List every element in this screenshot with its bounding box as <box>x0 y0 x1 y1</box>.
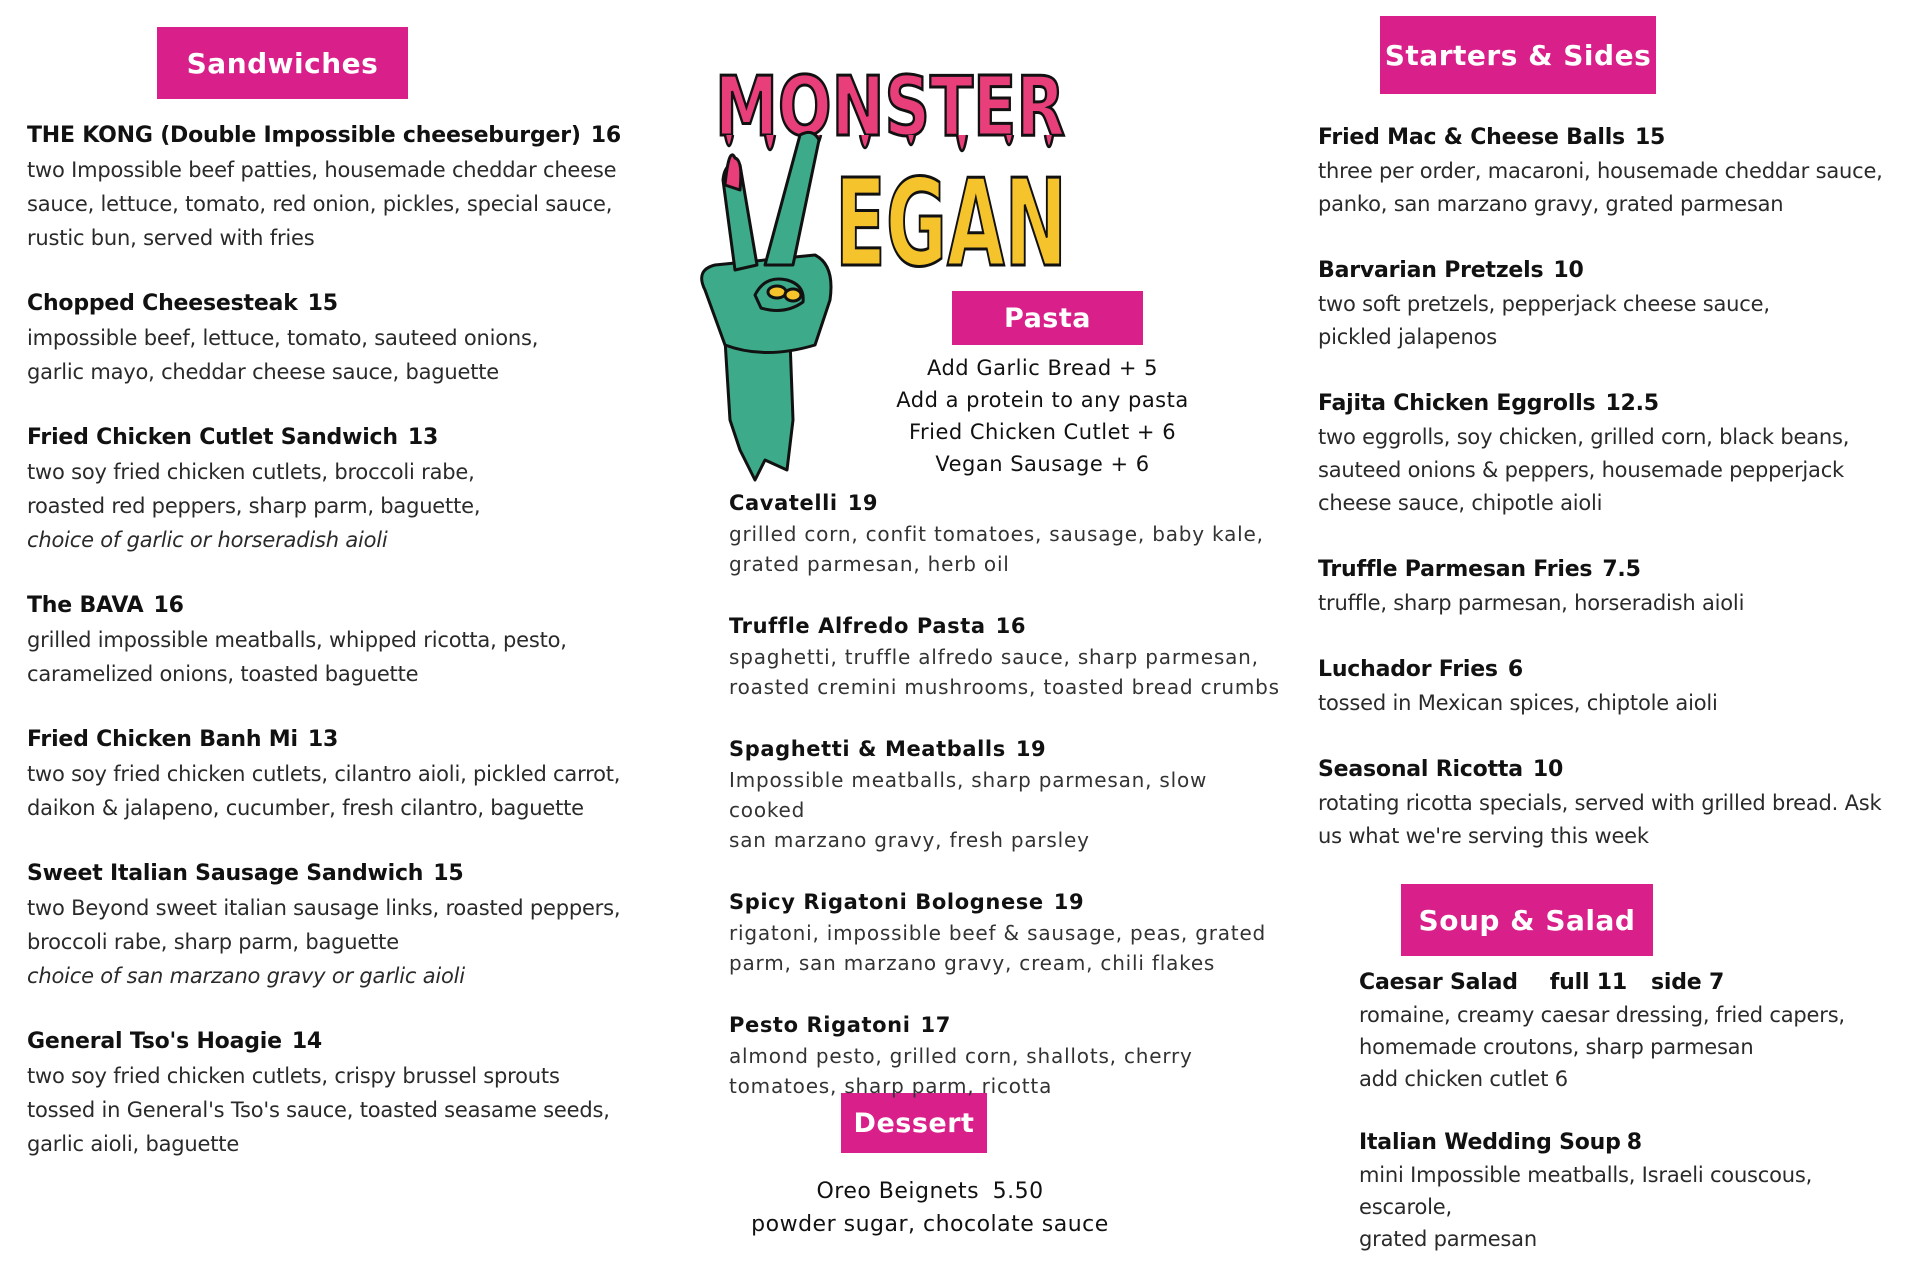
item-description: two soy fried chicken cutlets, crispy brussel sprouts tossed in General's Tso's sauce, toasted seasame seeds, garlic aioli, baguette <box>27 1064 610 1156</box>
item-description: grilled corn, confit tomatoes, sausage, baby kale, grated parmesan, herb oil <box>729 522 1264 576</box>
item-name: Caesar Salad <box>1359 970 1518 995</box>
list-item <box>1318 387 1908 520</box>
item-name: Sweet Italian Sausage Sandwich <box>27 861 424 886</box>
item-price: 7.5 <box>1602 557 1641 582</box>
dessert-header: Dessert <box>841 1093 987 1153</box>
item-price: 15 <box>433 861 464 886</box>
item-price: 6 <box>1507 657 1523 682</box>
list-item <box>27 857 647 993</box>
item-name: Spicy Rigatoni Bolognese <box>729 890 1044 914</box>
list-item <box>729 886 1289 978</box>
list-item <box>27 287 647 389</box>
item-name: Italian Wedding Soup <box>1359 1130 1621 1155</box>
item-description: two eggrolls, soy chicken, grilled corn, black beans, sauteed onions & peppers, housemade pepperjack cheese sauce, chipotle aioli <box>1318 425 1850 515</box>
addon-line: Vegan Sausage + 6 <box>935 452 1150 476</box>
sandwiches-header: Sandwiches <box>157 27 408 99</box>
item-description: two soy fried chicken cutlets, cilantro aioli, pickled carrot, daikon & jalapeno, cucumber, fresh cilantro, baguette <box>27 762 621 820</box>
monster-word <box>715 60 1065 155</box>
item-description: almond pesto, grilled corn, shallots, cherry tomatoes, sharp parm, ricotta <box>729 1044 1193 1098</box>
item-price: 16 <box>995 614 1027 638</box>
list-item <box>1318 753 1908 853</box>
item-description: powder sugar, chocolate sauce <box>751 1212 1109 1237</box>
list-item <box>1318 121 1908 221</box>
item-description: two Impossible beef patties, housemade cheddar cheese sauce, lettuce, tomato, red onion, pickles, special sauce, rustic bun, served with fries <box>27 158 617 250</box>
pasta-list <box>729 487 1289 1132</box>
list-item <box>27 421 647 557</box>
item-price: 13 <box>407 425 439 450</box>
starters-list <box>1318 121 1908 853</box>
list-item <box>1359 966 1909 1095</box>
item-price: 10 <box>1532 757 1564 782</box>
list-item <box>27 723 647 825</box>
list-item <box>27 119 647 255</box>
list-item <box>729 487 1289 579</box>
item-name: The BAVA <box>27 593 144 618</box>
item-description: grilled impossible meatballs, whipped ricotta, pesto, caramelized onions, toasted baguette <box>27 628 567 686</box>
item-name: Spaghetti & Meatballs <box>729 737 1006 761</box>
addon-line: Fried Chicken Cutlet + 6 <box>908 420 1177 444</box>
zombie-hand-icon <box>702 132 831 480</box>
item-price: 12.5 <box>1605 391 1659 416</box>
item-note: choice of garlic or horseradish aioli <box>27 528 388 552</box>
sandwiches-list <box>27 119 647 1193</box>
item-description: three per order, macaroni, housemade cheddar sauce, panko, san marzano gravy, grated parmesan <box>1318 159 1883 216</box>
list-item <box>27 1025 647 1161</box>
item-description: two Beyond sweet italian sausage links, roasted peppers, broccoli rabe, sharp parm, baguette <box>27 896 621 954</box>
list-item <box>1318 553 1908 620</box>
item-price: 13 <box>307 727 339 752</box>
item-price: 19 <box>847 491 879 515</box>
list-item <box>27 589 647 691</box>
item-price: 14 <box>291 1029 323 1054</box>
item-description: romaine, creamy caesar dressing, fried capers, homemade croutons, sharp parmesan add chicken cutlet 6 <box>1359 1003 1845 1091</box>
soup-salad-list <box>1359 966 1909 1255</box>
pasta-header: Pasta <box>952 291 1143 345</box>
item-description: rotating ricotta specials, served with grilled bread. Ask us what we're serving this week <box>1318 791 1882 848</box>
item-name: General Tso's Hoagie <box>27 1029 282 1054</box>
list-item <box>729 733 1289 855</box>
item-name: Fried Chicken Banh Mi <box>27 727 298 752</box>
addon-line: Add a protein to any pasta <box>896 388 1189 412</box>
item-name: Truffle Parmesan Fries <box>1318 557 1593 582</box>
item-description: tossed in Mexican spices, chiptole aioli <box>1318 691 1718 715</box>
item-description: two soy fried chicken cutlets, broccoli rabe, roasted red peppers, sharp parm, baguette, <box>27 460 481 518</box>
list-item <box>1318 653 1908 720</box>
item-name: Oreo Beignets <box>816 1179 980 1204</box>
item-price: 19 <box>1053 890 1085 914</box>
item-description: impossible beef, lettuce, tomato, sauteed onions, garlic mayo, cheddar cheese sauce, baguette <box>27 326 539 384</box>
item-description: spaghetti, truffle alfredo sauce, sharp parmesan, roasted cremini mushrooms, toasted bread crumbs <box>729 645 1280 699</box>
soup-salad-header: Soup & Salad <box>1401 884 1653 956</box>
addon-line: Add Garlic Bread + 5 <box>926 356 1158 380</box>
item-name: Seasonal Ricotta <box>1318 757 1523 782</box>
item-description: truffle, sharp parmesan, horseradish aioli <box>1318 591 1745 615</box>
egan-word: EGAN <box>835 155 1067 294</box>
full-price: full 11 <box>1549 970 1627 995</box>
item-price: 8 <box>1626 1130 1642 1155</box>
item-name: Fried Mac & Cheese Balls <box>1318 125 1625 150</box>
item-price: 19 <box>1015 737 1047 761</box>
item-name: Fajita Chicken Eggrolls <box>1318 391 1596 416</box>
item-name: Pesto Rigatoni <box>729 1013 911 1037</box>
list-item <box>729 610 1289 702</box>
item-description: mini Impossible meatballs, Israeli couscous, escarole, grated parmesan <box>1359 1163 1813 1251</box>
item-price: 5.50 <box>992 1179 1044 1204</box>
pasta-addons <box>860 352 1225 480</box>
svg-text:MONSTER: MONSTER <box>715 60 1065 155</box>
item-name: Barvarian Pretzels <box>1318 258 1544 283</box>
list-item <box>1359 1126 1909 1255</box>
item-price: 10 <box>1553 258 1584 283</box>
item-note: choice of san marzano gravy or garlic aioli <box>27 964 465 988</box>
item-name: Fried Chicken Cutlet Sandwich <box>27 425 398 450</box>
side-price: side 7 <box>1651 970 1725 995</box>
item-price: 15 <box>307 291 338 316</box>
item-description: two soft pretzels, pepperjack cheese sauce, pickled jalapenos <box>1318 292 1770 349</box>
item-name: THE KONG (Double Impossible cheeseburger) <box>27 123 581 148</box>
item-description: Impossible meatballs, sharp parmesan, slow cooked san marzano gravy, fresh parsley <box>729 768 1208 852</box>
item-name: Cavatelli <box>729 491 838 515</box>
item-name: Truffle Alfredo Pasta <box>729 614 986 638</box>
item-price: 15 <box>1634 125 1666 150</box>
item-description: rigatoni, impossible beef & sausage, peas, grated parm, san marzano gravy, cream, chili flakes <box>729 921 1267 975</box>
dessert-item <box>740 1175 1120 1241</box>
item-name: Luchador Fries <box>1318 657 1498 682</box>
item-name: Chopped Cheesesteak <box>27 291 298 316</box>
item-price: 16 <box>153 593 184 618</box>
list-item <box>1318 254 1908 354</box>
list-item <box>729 1009 1289 1101</box>
item-price: 17 <box>920 1013 951 1037</box>
starters-header: Starters & Sides <box>1380 16 1656 94</box>
item-price: 16 <box>590 123 621 148</box>
